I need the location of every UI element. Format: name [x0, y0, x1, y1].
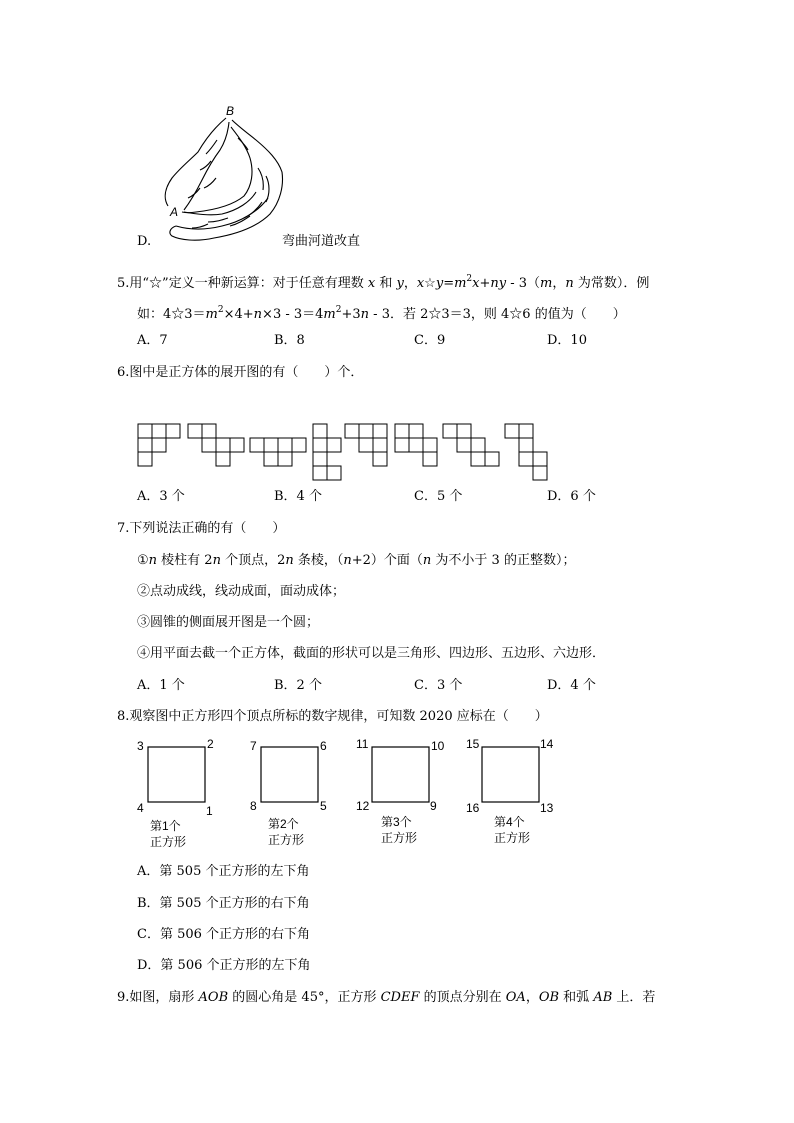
- q9-number: 9.: [117, 990, 130, 1005]
- q6-option-b[interactable]: B．4 个: [274, 489, 322, 504]
- square-1-bottom-right: 1: [206, 804, 213, 818]
- q7-option-d[interactable]: D．4 个: [547, 678, 596, 693]
- square-3: [372, 747, 429, 802]
- q7-statement-1: ①n 棱柱有 2n 个顶点，2n 条棱，（n+2）个面（n 为不小于 3 的正整数）；: [137, 553, 576, 568]
- square-4-caption-1: 第4个: [494, 815, 525, 829]
- square-2-caption-2: 正方形: [268, 833, 305, 847]
- square-1-bottom-left: 4: [137, 801, 144, 815]
- square-2: [261, 747, 318, 802]
- q7-option-c[interactable]: C．3 个: [414, 678, 463, 693]
- square-2-bottom-right: 5: [320, 799, 327, 813]
- q7-number: 7.: [117, 521, 130, 536]
- q9-stem: 9.如图，扇形 AOB 的圆心角是 45°，正方形 CDEF 的顶点分别在 OA，OB 和弧 AB 上．若: [117, 990, 656, 1005]
- square-4: [482, 747, 539, 802]
- q5-line2: 如：$4☆3=m^2\times 4+n\times 3 - 3=4m^2+3n - 3$．若 2☆3＝3，则 4☆6 的值为（ ）: [137, 305, 626, 322]
- point-b-label: B: [226, 104, 235, 118]
- square-1-caption-2: 正方形: [150, 835, 187, 849]
- q5-line1: 5.用“☆”定义一种新运算：对于任意有理数 x 和 y，$x☆y=m^2x+ny - 3(m$，n 为常数）．例: [117, 274, 650, 291]
- square-1-top-right: 2: [207, 737, 214, 751]
- q7-statement-3: ③圆锥的侧面展开图是一个圆；: [137, 615, 320, 630]
- q7-stem: 7.下列说法正确的有（ ）: [117, 521, 286, 536]
- square-2-top-right: 6: [320, 739, 327, 753]
- q5-option-d[interactable]: D．10: [547, 333, 587, 348]
- square-4-caption-2: 正方形: [494, 831, 531, 845]
- square-4-bottom-left: 16: [466, 801, 480, 815]
- square-3-bottom-left: 12: [356, 799, 370, 813]
- q6-option-c[interactable]: C．5 个: [414, 489, 463, 504]
- q8-stem: 8.观察图中正方形四个顶点所标的数字规律，可知数 2020 应标在（ ）: [117, 709, 548, 724]
- q8-number: 8.: [117, 709, 130, 724]
- square-2-top-left: 7: [250, 739, 257, 753]
- square-3-top-right: 10: [431, 739, 445, 753]
- q4-option-d-caption: 弯曲河道改直: [282, 234, 361, 249]
- square-3-top-left: 11: [356, 737, 369, 751]
- q5-number: 5.: [117, 276, 130, 291]
- square-1-top-left: 3: [137, 739, 144, 753]
- q7-option-b[interactable]: B．2 个: [274, 678, 322, 693]
- q5-option-c[interactable]: C．9: [414, 333, 446, 348]
- square-1: [148, 747, 205, 802]
- q7-statement-4: ④用平面去截一个正方体，截面的形状可以是三角形、四边形、五边形、六边形．: [137, 646, 606, 661]
- square-4-bottom-right: 13: [540, 801, 554, 815]
- q8-option-d[interactable]: D．第 506 个正方形的左下角: [137, 958, 311, 973]
- square-3-bottom-right: 9: [430, 799, 437, 813]
- q8-option-a[interactable]: A．第 505 个正方形的左下角: [137, 864, 310, 879]
- square-4-top-right: 14: [540, 737, 554, 751]
- q6-option-d[interactable]: D．6 个: [547, 489, 596, 504]
- q5-option-a[interactable]: A．7: [137, 333, 168, 348]
- square-2-bottom-left: 8: [250, 799, 257, 813]
- square-2-caption-1: 第2个: [268, 817, 299, 831]
- q6-stem: 6.图中是正方体的展开图的有（ ）个．: [117, 365, 364, 380]
- square-3-caption-1: 第3个: [381, 815, 412, 829]
- point-a-label: A: [170, 205, 179, 219]
- q4-option-d-letter[interactable]: D.: [137, 234, 152, 249]
- square-4-top-left: 15: [466, 737, 480, 751]
- q6-number: 6.: [117, 365, 130, 380]
- q5-option-b[interactable]: B．8: [274, 333, 305, 348]
- q7-statement-2: ②点动成线，线动成面，面动成体；: [137, 584, 346, 599]
- q7-option-a[interactable]: A．1 个: [137, 678, 185, 693]
- square-3-caption-2: 正方形: [381, 831, 418, 845]
- q8-option-c[interactable]: C．第 506 个正方形的右下角: [137, 927, 311, 942]
- q8-option-b[interactable]: B．第 505 个正方形的右下角: [137, 896, 310, 911]
- q6-option-a[interactable]: A．3 个: [137, 489, 185, 504]
- square-1-caption-1: 第1个: [150, 819, 181, 833]
